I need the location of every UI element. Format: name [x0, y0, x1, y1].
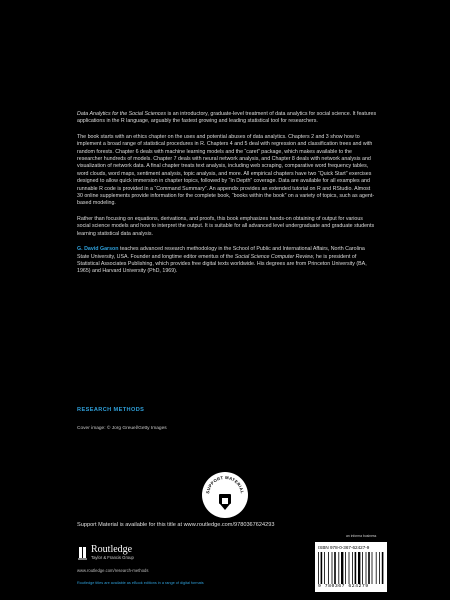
- isbn-barcode-area: [315, 540, 387, 592]
- series-label: RESEARCH METHODS: [77, 407, 145, 413]
- author-name: G. David Garson: [77, 246, 119, 253]
- support-material-badge: [200, 470, 250, 520]
- author-bio-a: teaches advanced research methodology in the School of Public and International Affairs, North Carolina State University, USA. Founder and longtime editor emeritus of the: [77, 246, 365, 260]
- publisher-group: Taylor & Francis Group: [91, 555, 134, 560]
- isbn-box: [315, 542, 387, 592]
- book-description: [77, 111, 377, 284]
- publisher-block: [77, 545, 134, 560]
- publisher-url: www.routledge.com/research-methods: [77, 568, 149, 573]
- informa-tag: an informa business: [346, 534, 377, 538]
- description-paragraph-3: Rather than focusing on equations, derivations, and proofs, this book emphasizes hands-on obtaining of output for various social science models and how to interpret the output. It is suitable for all advanced level undergraduate and graduate students learning statistical data analysis.: [77, 215, 375, 237]
- ebook-note: Routledge titles are available as eBook editions in a range of digital formats: [77, 581, 204, 585]
- description-paragraph-1: [77, 111, 377, 126]
- book-title-inline: Data Analytics for the Social Sciences: [77, 111, 167, 117]
- description-paragraph-2: The book starts with an ethics chapter on the uses and potential abuses of data analytics. Chapters 2 and 3 show how to implement a broad range of statistical procedures in R. Chapters 4 and 5 deal with regression and classification trees and with random forests. Chapter 6 deals with machine learning models and the “caret” package, which makes available to the researcher hundreds of models. Chapter 7 deals with neural network analysis, and Chapter 8 deals with network analysis and visualization of network data. A final chapter treats text analysis, including web scraping, comparative word frequency tables, word clouds, word maps, sentiment analysis, topic analysis, and more. All empirical chapters have two “Quick Start” exercises designed to allow quick immersion in chapter topics, followed by “In Depth” coverage. Data are available for all examples and runnable R code is provided in a “Command Summary”. An appendix provides an extended tutorial on R and RStudio. Almost 30 online supplements provide information for the complete book, “books within the book” on a variety of topics, such as agent-based modeling.: [77, 133, 375, 207]
- cover-image-credit: Cover image: © Jorg Greuel/Getty Images: [77, 426, 167, 431]
- publisher-name: Routledge: [91, 544, 133, 555]
- author-bio: [77, 246, 377, 276]
- barcode: [318, 552, 384, 584]
- isbn-label: ISBN 978-0-367-62427-9: [318, 545, 370, 550]
- barcode-digits: 9 780367 624279: [318, 584, 369, 589]
- badge-text: SUPPORT MATERIAL: [205, 474, 245, 495]
- journal-title: Social Science Computer Review: [234, 253, 314, 260]
- author-bio-b: , he is president of Statistical Associates Publishing, which provides free digital texts worldwide. His degrees are from Princeton University (BA, 1965) and Harvard University (PhD, 1969).: [77, 253, 367, 275]
- routledge-logo-icon: [77, 546, 88, 560]
- publisher-text: [91, 545, 134, 560]
- support-material-line: Support Material is available for this title at www.routledge.com/9780367624293: [77, 522, 275, 528]
- description-p1-text: is an introductory, graduate-level treatment of data analytics for social science. It features applications in the R language, arguably the fastest growing and leading statistical tool for researchers.: [77, 111, 377, 125]
